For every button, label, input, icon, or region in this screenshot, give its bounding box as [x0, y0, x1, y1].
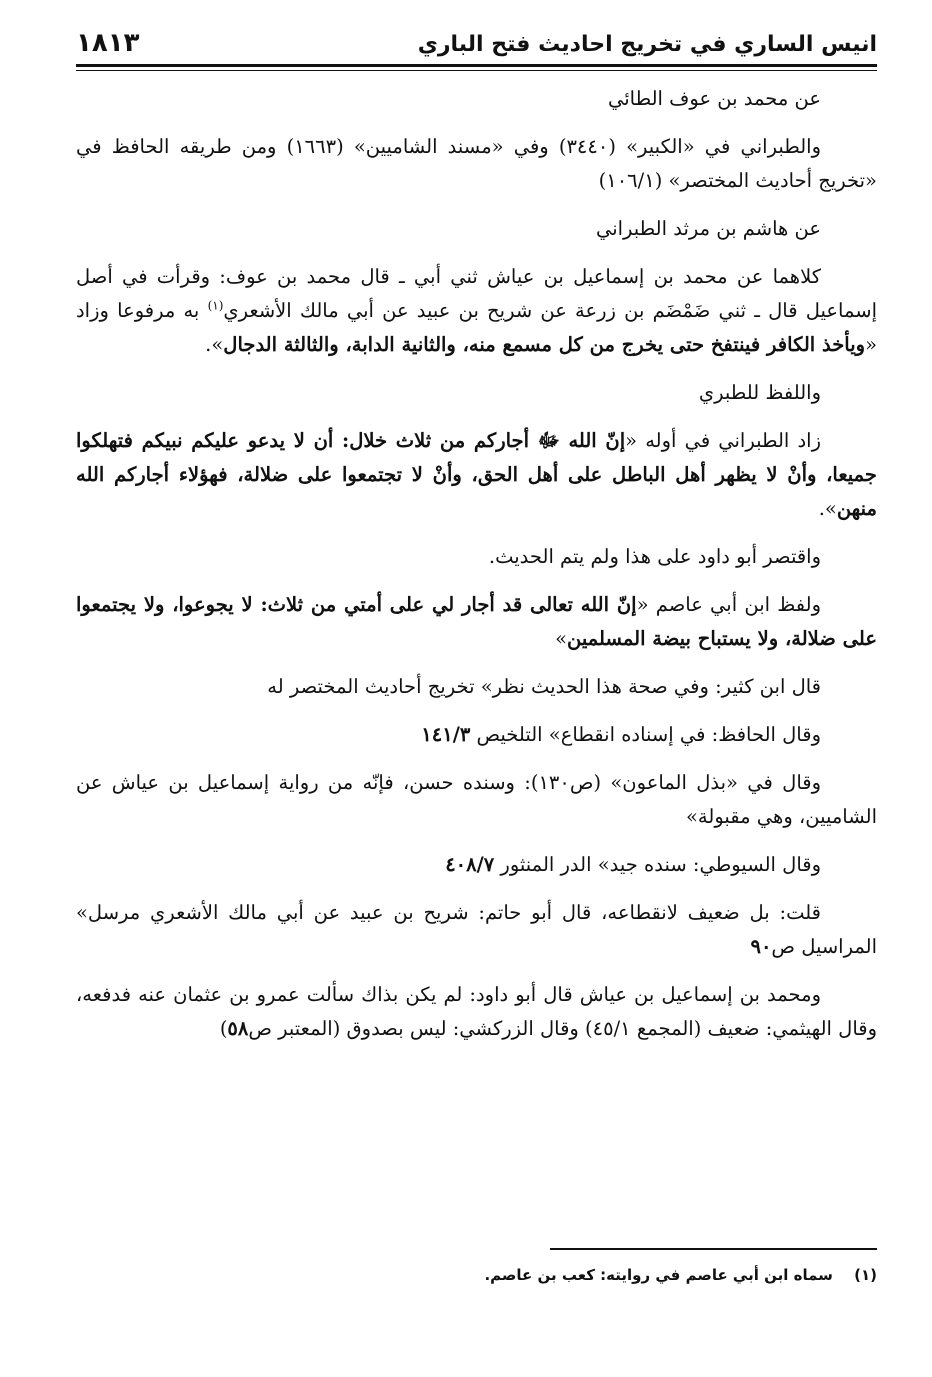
paragraph-text: وقال الحافظ: في إسناده انقطاع» التلخيص: [470, 723, 821, 746]
running-header: [76, 22, 877, 66]
paragraph: [76, 588, 877, 656]
book-title: انيس الساري في تخريج احاديث فتح الباري: [417, 32, 877, 57]
hadith-quote-bold: ويأخذ الكافر فينتفخ حتى يخرج من كل مسمع منه، والثانية الدابة، والثالثة الدجال: [223, 333, 866, 356]
footnote-separator: [550, 1248, 877, 1250]
paragraph: [76, 130, 877, 198]
hadith-quote-bold: ١٤١/٣: [421, 723, 471, 746]
paragraph-text: وقال في «بذل الماعون» (ص١٣٠): وسنده حسن، فإنّه من رواية إسماعيل بن عياش عن الشاميين، وهي مقبولة»: [76, 771, 877, 828]
paragraph-text: ومحمد بن إسماعيل بن عياش قال أبو داود: لم يكن بذاك سألت عمرو بن عثمان عنه فدفعه، وقال الهيثمي: ضعيف (المجمع ٤٥/١) وقال الزركشي: ليس بصدوق (المعتبر ص: [76, 983, 877, 1040]
hadith-quote-bold: إنّ الله تعالى قد أجار لي على أمتي من ثلاث: لا يجوعوا، ولا يجتمعوا على ضلالة، ولا يستباح بيضة المسلمين: [76, 593, 877, 650]
paragraph: [76, 212, 877, 246]
paragraph-text: واقتصر أبو داود على هذا ولم يتم الحديث.: [488, 545, 821, 568]
footnote: [76, 1262, 877, 1288]
paragraph: [76, 766, 877, 834]
hadith-quote-bold: ٥٨: [227, 1017, 249, 1040]
header-rule: [76, 64, 877, 67]
paragraph-text: ): [219, 1017, 228, 1040]
paragraph-text: به مرفوعا وزاد «: [76, 299, 877, 356]
paragraph-text: ».: [205, 333, 224, 356]
paragraph: [76, 718, 877, 752]
footnote-reference: (١): [207, 298, 224, 313]
paragraph-text: زاد الطبراني في أوله «: [625, 429, 821, 452]
paragraph: [76, 670, 877, 704]
paragraph-text: كلاهما عن محمد بن إسماعيل بن عياش ثني أبي ـ قال محمد بن عوف: وقرأت في أصل إسماعيل قال ـ ثني ضَمْضَم بن زرعة عن شريح بن عبيد عن أبي مالك الأشعري: [76, 265, 878, 322]
paragraph-text: ولفظ ابن أبي عاصم «: [636, 593, 821, 616]
paragraph: [76, 540, 877, 574]
main-text: [76, 82, 877, 1060]
paragraph-text: والطبراني في «الكبير» (٣٤٤٠) وفي «مسند الشاميين» (١٦٦٣) ومن طريقه الحافظ في «تخريج أحاديث المختصر» (١٠٦/١): [76, 135, 877, 192]
footnote-number: (١): [854, 1266, 877, 1284]
paragraph: [76, 260, 877, 362]
hadith-quote-bold: إنّ الله ﷻ أجاركم من ثلاث خلال: أن لا يدعو عليكم نبيكم فتهلكوا جميعا، وأنْ لا يظهر أهل الباطل على أهل الحق، وأنْ لا تجتمعوا على ضلالة، فهؤلاء أجاركم الله منهن: [76, 429, 877, 520]
paragraph: [76, 376, 877, 410]
paragraph: [76, 848, 877, 882]
page-number: ١٨١٣: [76, 28, 140, 58]
paragraph: [76, 978, 877, 1046]
header-rule-thin: [76, 70, 877, 71]
footnote-text: سماه ابن أبي عاصم في روايته: كعب بن عاصم.: [484, 1266, 833, 1284]
paragraph: [76, 424, 877, 526]
hadith-quote-bold: ٤٠٨/٧: [445, 853, 495, 876]
paragraph-text: عن محمد بن عوف الطائي: [608, 87, 821, 110]
paragraph-text: وقال السيوطي: سنده جيد» الدر المنثور: [494, 853, 821, 876]
paragraph-text: عن هاشم بن مرثد الطبراني: [595, 217, 821, 240]
paragraph-text: ».: [818, 497, 837, 520]
paragraph-text: قال ابن كثير: وفي صحة هذا الحديث نظر» تخريج أحاديث المختصر له: [267, 675, 821, 698]
paragraph-text: قلت: بل ضعيف لانقطاعه، قال أبو حاتم: شريح بن عبيد عن أبي مالك الأشعري مرسل» المراسيل ص: [76, 901, 877, 958]
hadith-quote-bold: ٩٠: [750, 935, 772, 958]
paragraph-text: »: [555, 627, 567, 650]
paragraph-text: واللفظ للطبري: [698, 381, 821, 404]
paragraph: [76, 896, 877, 964]
paragraph: [76, 82, 877, 116]
